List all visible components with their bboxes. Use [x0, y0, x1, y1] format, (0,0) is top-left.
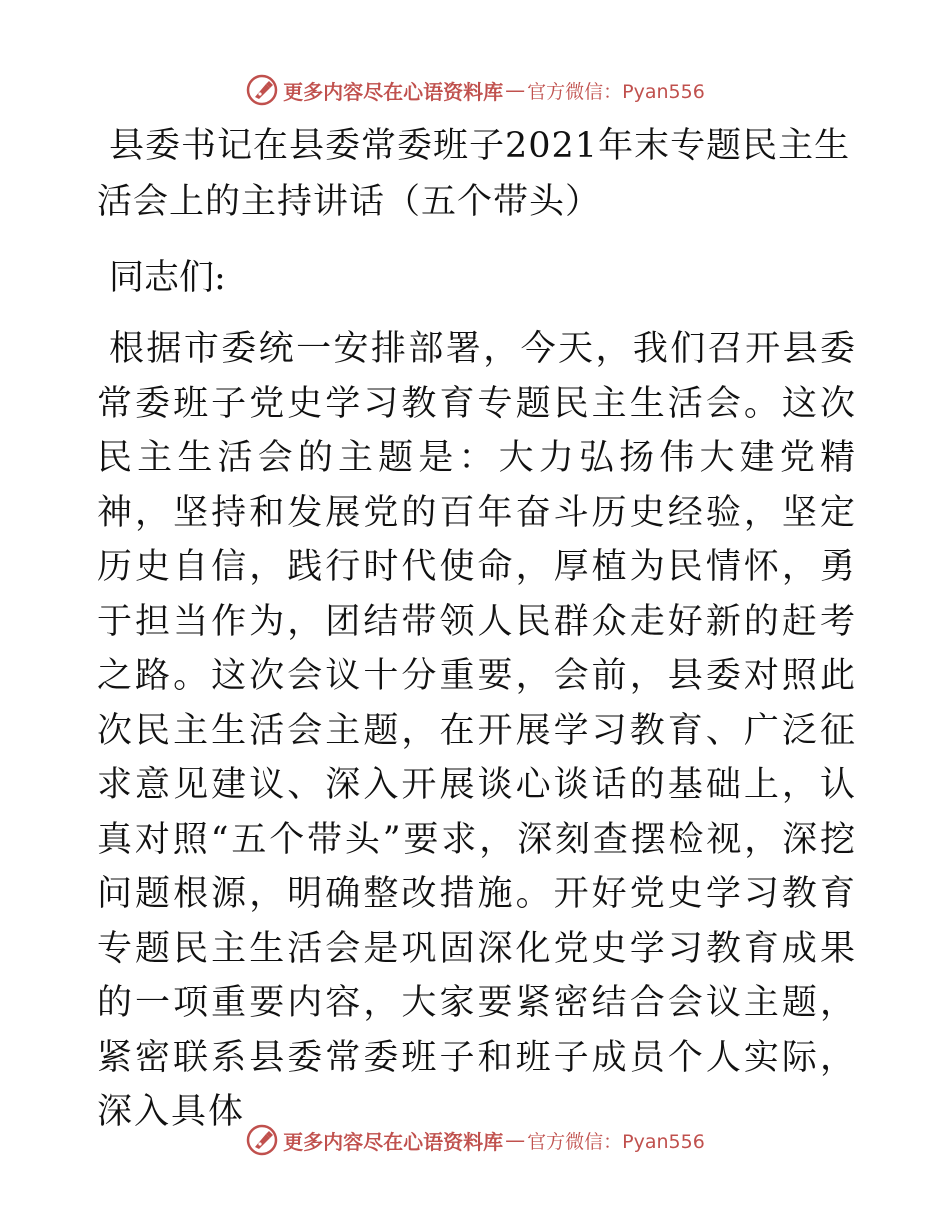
banner-dash: — — [505, 78, 526, 102]
banner-wechat: 官方微信：Pyan556 — [527, 80, 705, 103]
header-banner — [0, 70, 950, 110]
document-title: 县委书记在县委常委班子2021年末专题民主生活会上的主持讲话（五个带头） — [97, 126, 851, 222]
footer-banner — [0, 1120, 950, 1160]
document-content — [97, 118, 857, 1140]
banner-wechat: 官方微信：Pyan556 — [527, 1130, 705, 1153]
banner-text: 更多内容尽在心语资料库 — [283, 1129, 504, 1154]
greeting: 同志们: — [109, 258, 226, 298]
banner-dash: — — [505, 1128, 526, 1152]
pen-nib-logo-icon — [245, 73, 279, 107]
body-paragraph: 根据市委统一安排部署，今天，我们召开县委常委班子党史学习教育专题民主生活会。这次民主生活会的主题是：大力弘扬伟大建党精神，坚持和发展党的百年奋斗历史经验，坚定历史自信，践行时代使命，厚植为民情怀，勇于担当作为，团结带领人民群众走好新的赶考之路。这次会议十分重要，会前，县委对照此次民主生活会主题，在开展学习教育、广泛征求意见建议、深入开展谈心谈话的基础上，认真对照“五个带头”要求，深刻查摆检视，深挖问题根源，明确整改措施。开好党史学习教育专题民主生活会是巩固深化党史学习教育成果的一项重要内容，大家要紧密结合会议主题，紧密联系县委常委班子和班子成员个人实际，深入具体 — [97, 329, 857, 1132]
banner-text: 更多内容尽在心语资料库 — [283, 79, 504, 104]
pen-nib-logo-icon — [245, 1123, 279, 1157]
